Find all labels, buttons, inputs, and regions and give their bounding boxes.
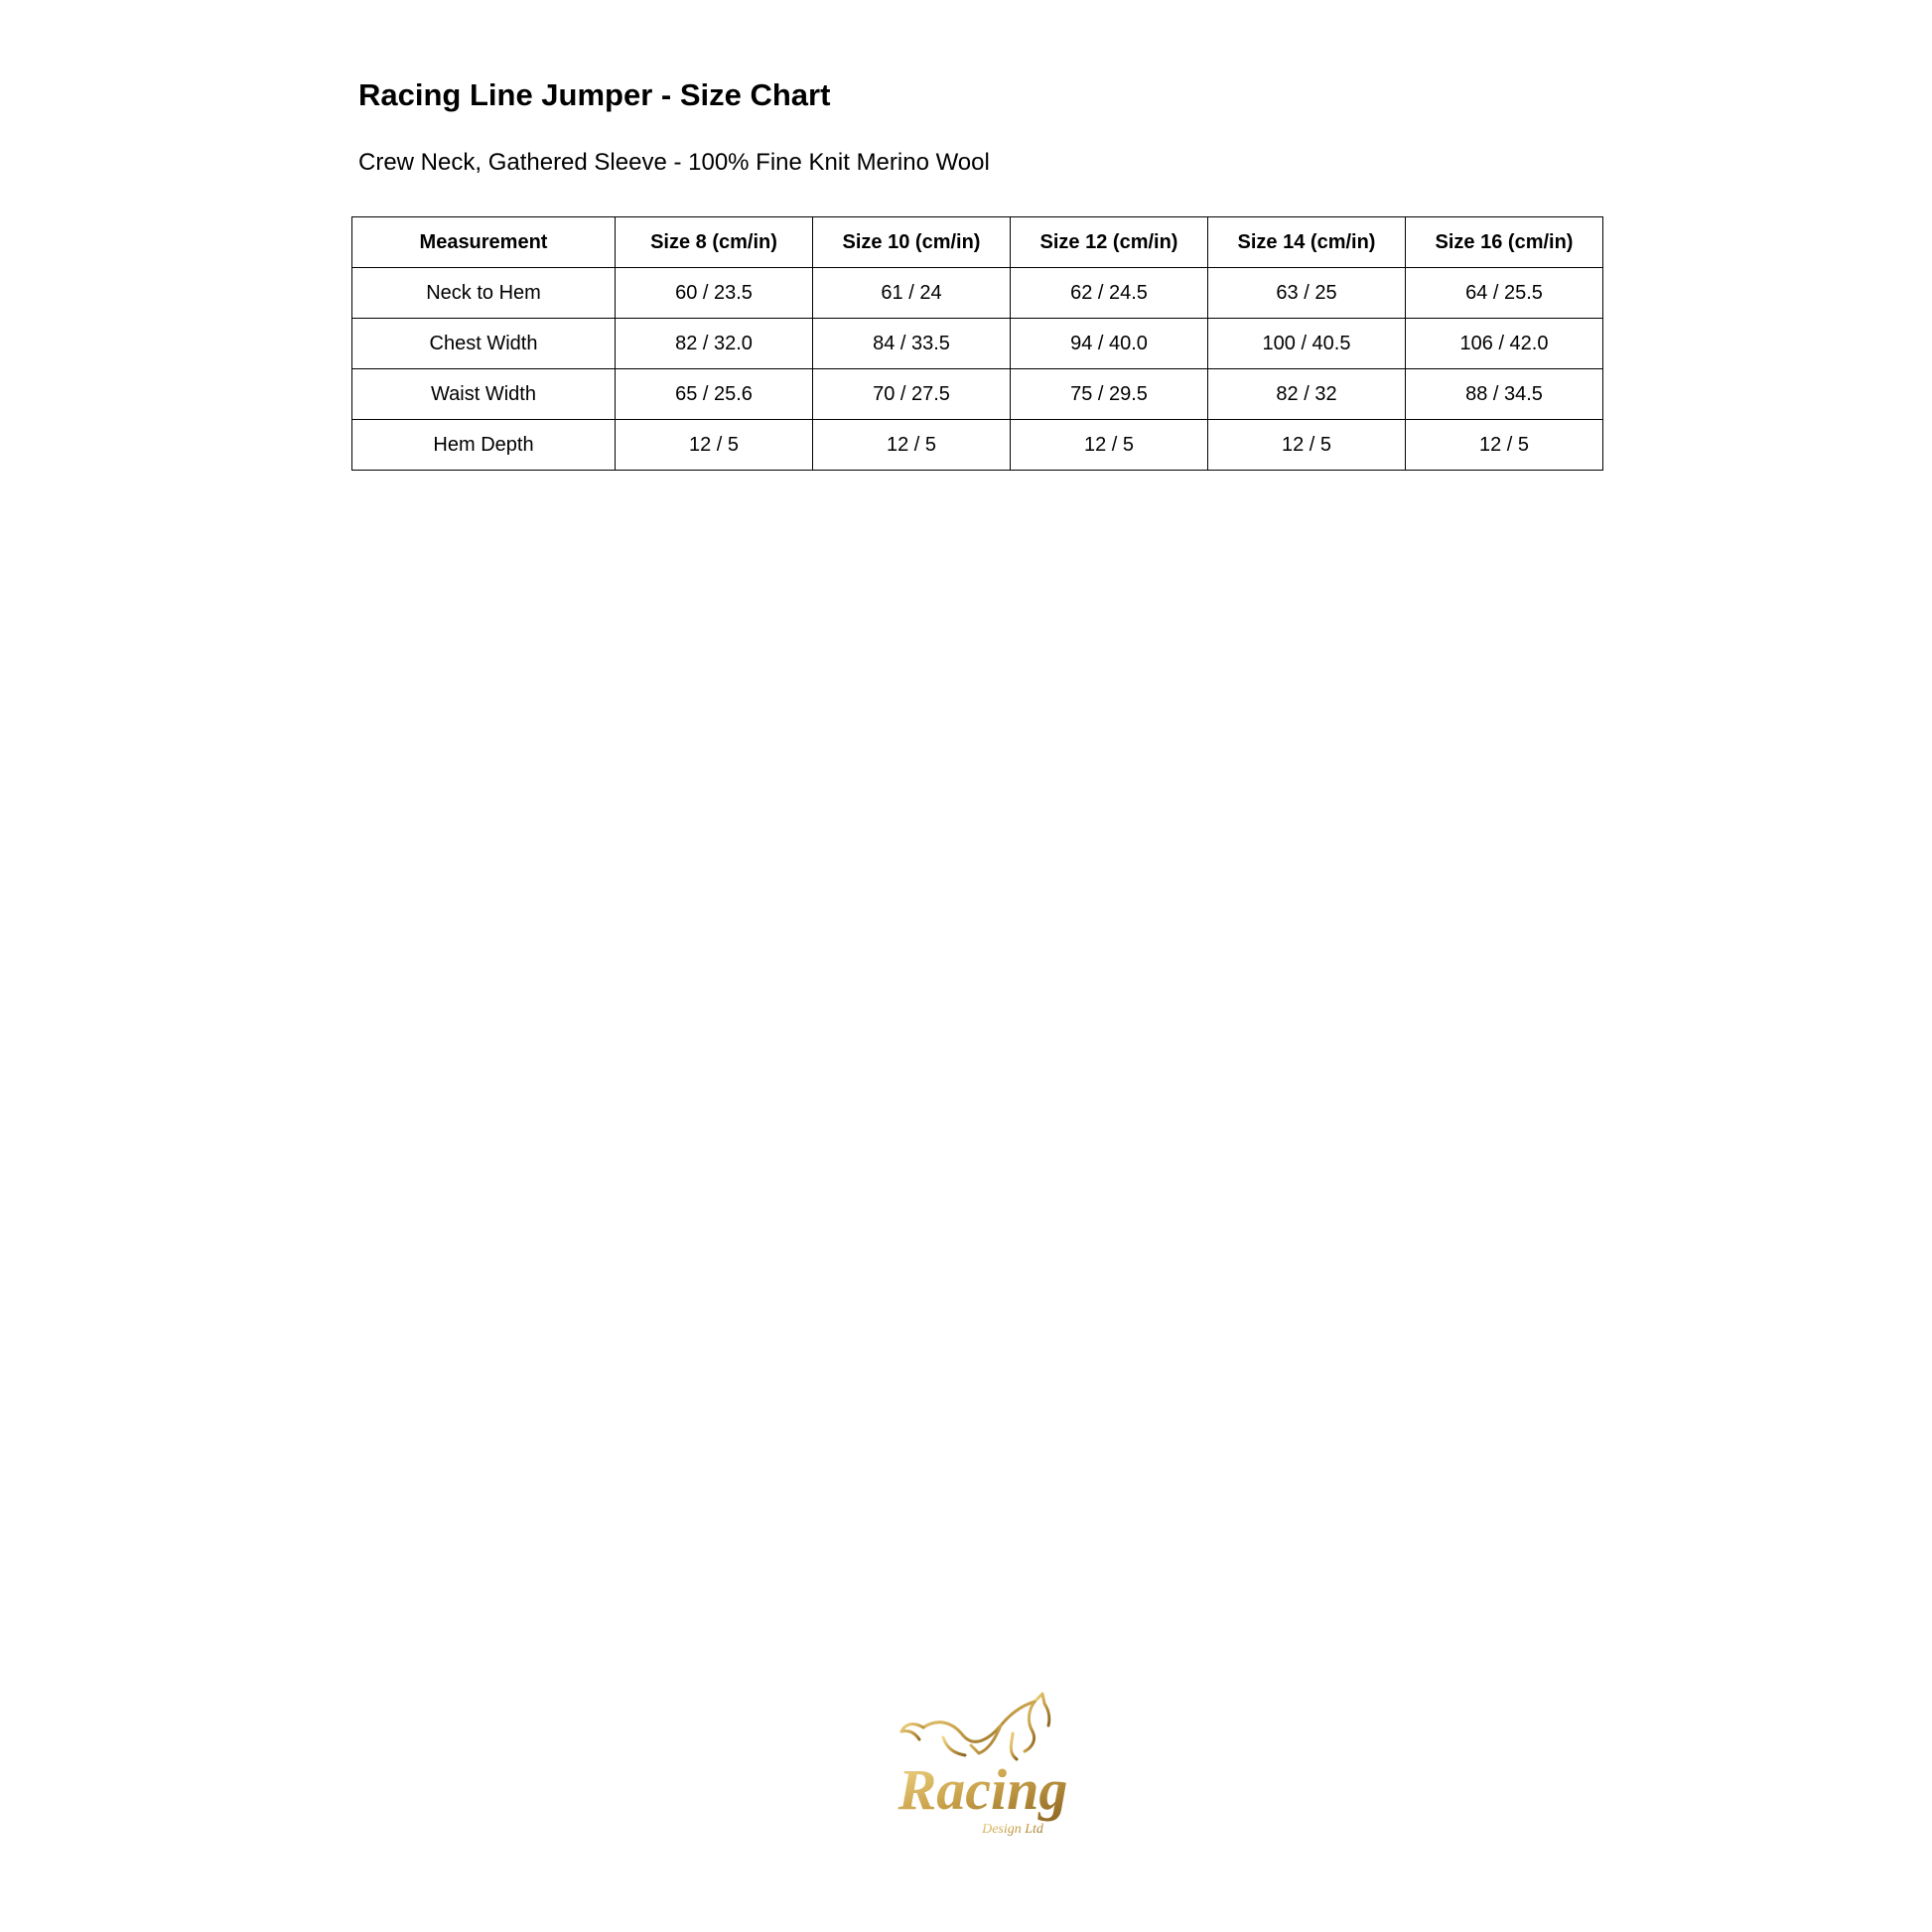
racing-design-logo	[884, 1688, 1082, 1847]
table-cell: 62 / 24.5	[1011, 268, 1208, 319]
row-label: Waist Width	[352, 369, 616, 420]
table-row-waist-width	[352, 369, 1603, 420]
table-row-neck-to-hem	[352, 268, 1603, 319]
row-label: Neck to Hem	[352, 268, 616, 319]
table-cell: 94 / 40.0	[1011, 319, 1208, 369]
logo-tagline: Design Ltd	[982, 1822, 1043, 1837]
table-cell: 12 / 5	[1406, 420, 1603, 471]
logo-wordmark: Racing	[897, 1757, 1068, 1822]
table-cell: 84 / 33.5	[813, 319, 1011, 369]
row-label: Chest Width	[352, 319, 616, 369]
table-header-row	[352, 217, 1603, 268]
table-cell: 65 / 25.6	[616, 369, 813, 420]
table-row-chest-width	[352, 319, 1603, 369]
header-measurement: Measurement	[352, 217, 616, 268]
table-cell: 82 / 32	[1208, 369, 1406, 420]
page-title: Racing Line Jumper - Size Chart	[358, 77, 831, 112]
jumping-horse-icon	[901, 1694, 1049, 1759]
table-cell: 70 / 27.5	[813, 369, 1011, 420]
page-subtitle: Crew Neck, Gathered Sleeve - 100% Fine Knit Merino Wool	[358, 149, 990, 176]
table-cell: 63 / 25	[1208, 268, 1406, 319]
header-size-10: Size 10 (cm/in)	[813, 217, 1011, 268]
table-cell: 12 / 5	[616, 420, 813, 471]
header-size-8: Size 8 (cm/in)	[616, 217, 813, 268]
table-cell: 106 / 42.0	[1406, 319, 1603, 369]
size-chart-table	[351, 216, 1603, 471]
table-cell: 60 / 23.5	[616, 268, 813, 319]
table-cell: 12 / 5	[1011, 420, 1208, 471]
table-cell: 64 / 25.5	[1406, 268, 1603, 319]
racing-logo-graphic	[884, 1688, 1082, 1847]
header-size-16: Size 16 (cm/in)	[1406, 217, 1603, 268]
table-cell: 100 / 40.5	[1208, 319, 1406, 369]
table-cell: 75 / 29.5	[1011, 369, 1208, 420]
table-cell: 12 / 5	[813, 420, 1011, 471]
row-label: Hem Depth	[352, 420, 616, 471]
table-row-hem-depth	[352, 420, 1603, 471]
table-cell: 88 / 34.5	[1406, 369, 1603, 420]
header-size-12: Size 12 (cm/in)	[1011, 217, 1208, 268]
header-size-14: Size 14 (cm/in)	[1208, 217, 1406, 268]
table-cell: 82 / 32.0	[616, 319, 813, 369]
table-cell: 12 / 5	[1208, 420, 1406, 471]
table-cell: 61 / 24	[813, 268, 1011, 319]
